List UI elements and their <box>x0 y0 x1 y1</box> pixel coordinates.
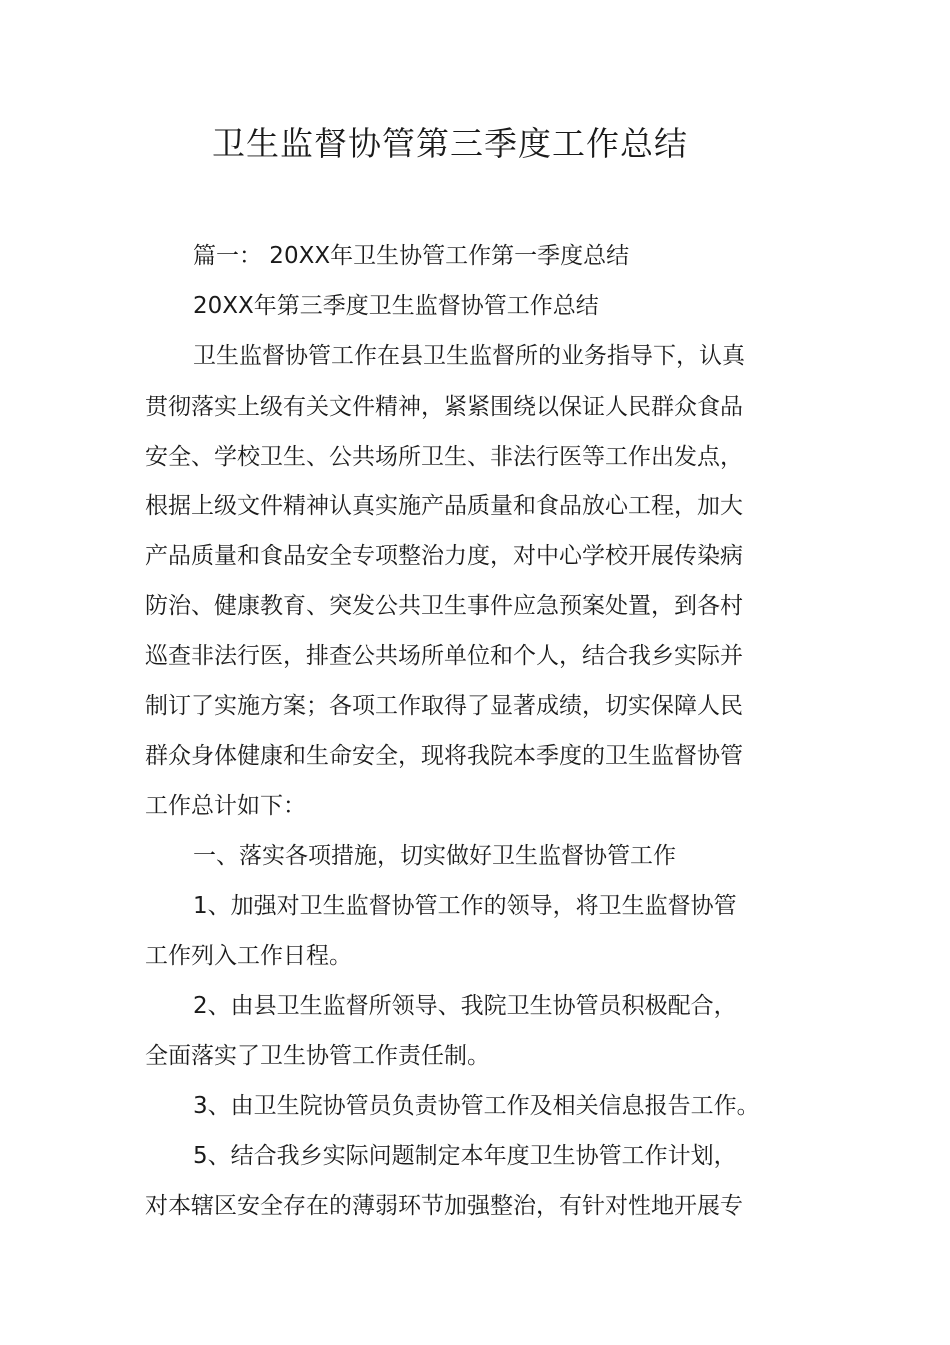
list-item-1: 1、加强对卫生监督协管工作的领导，将卫生监督协管 <box>193 893 737 919</box>
list-item-5-continuation: 对本辖区安全存在的薄弱环节加强整治，有针对性地开展专 <box>145 1193 743 1219</box>
subtitle-part-one: 篇一： 20XX年卫生协管工作第一季度总结 <box>193 243 630 269</box>
list-item-2-continuation: 全面落实了卫生协管工作责任制。 <box>145 1043 490 1069</box>
paragraph-line: 群众身体健康和生命安全，现将我院本季度的卫生监督协管 <box>145 743 743 769</box>
paragraph-line: 卫生监督协管工作在县卫生监督所的业务指导下，认真 <box>193 343 745 369</box>
subtitle-report-heading: 20XX年第三季度卫生监督协管工作总结 <box>193 293 599 319</box>
list-item-5: 5、结合我乡实际问题制定本年度卫生协管工作计划， <box>193 1143 737 1169</box>
list-item-1-continuation: 工作列入工作日程。 <box>145 943 352 969</box>
list-item-2: 2、由县卫生监督所领导、我院卫生协管员积极配合， <box>193 993 737 1019</box>
paragraph-line: 产品质量和食品安全专项整治力度，对中心学校开展传染病 <box>145 543 743 569</box>
paragraph-line: 防治、健康教育、突发公共卫生事件应急预案处置，到各村 <box>145 593 743 619</box>
paragraph-line: 贯彻落实上级有关文件精神，紧紧围绕以保证人民群众食品 <box>145 394 743 420</box>
paragraph-line: 巡查非法行医，排查公共场所单位和个人，结合我乡实际并 <box>145 643 743 669</box>
paragraph-line: 根据上级文件精神认真实施产品质量和食品放心工程，加大 <box>145 493 743 519</box>
paragraph-line: 工作总计如下： <box>145 793 306 819</box>
list-item-3: 3、由卫生院协管员负责协管工作及相关信息报告工作。 <box>193 1093 760 1119</box>
paragraph-line: 安全、学校卫生、公共场所卫生、非法行医等工作出发点， <box>145 444 743 470</box>
page-title: 卫生监督协管第三季度工作总结 <box>212 124 688 163</box>
paragraph-line: 制订了实施方案；各项工作取得了显著成绩，切实保障人民 <box>145 693 743 719</box>
section-heading-one: 一、落实各项措施，切实做好卫生监督协管工作 <box>193 843 676 869</box>
